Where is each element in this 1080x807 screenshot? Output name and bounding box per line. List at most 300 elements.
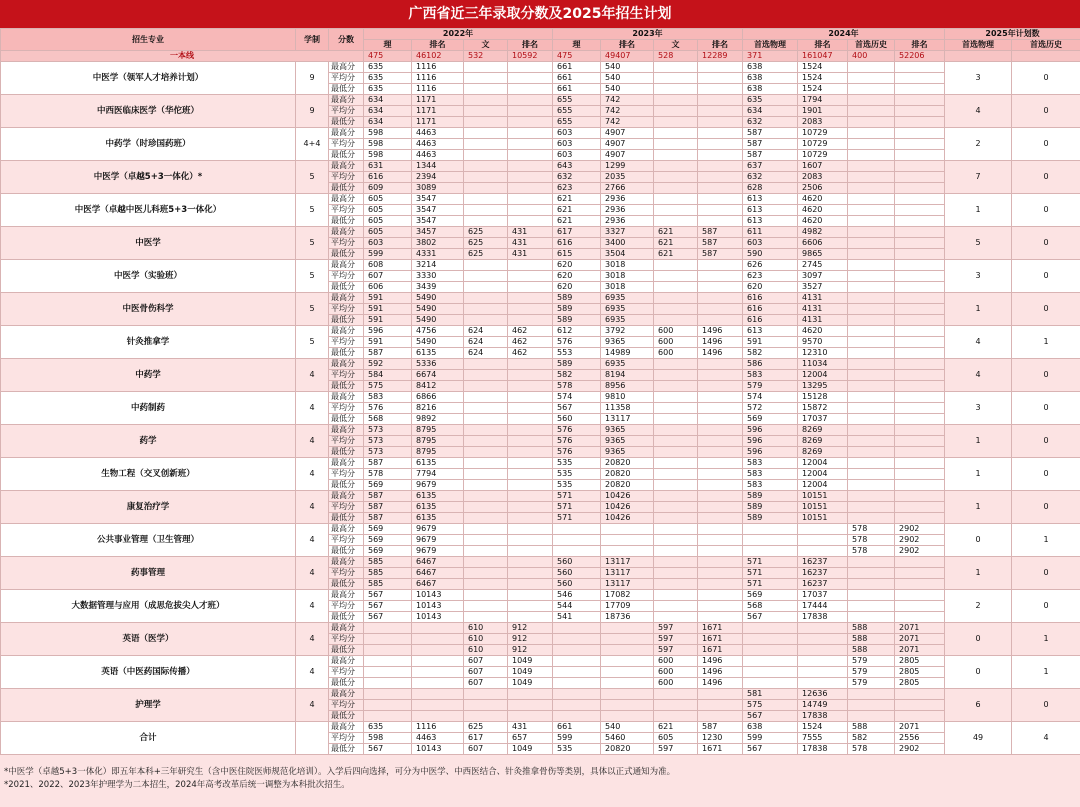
major-name: 中医学（领军人才培养计划）: [1, 62, 296, 95]
score-cell: 560: [553, 414, 601, 425]
score-cell: 1496: [698, 656, 743, 667]
score-cell: 571: [743, 568, 798, 579]
score-cell: [601, 623, 654, 634]
score-cell: [698, 282, 743, 293]
plan-phys-cell: 0: [945, 656, 1012, 689]
score-cell: 603: [553, 139, 601, 150]
score-type: 最高分: [329, 491, 364, 502]
score-cell: 582: [553, 370, 601, 381]
score-cell: [553, 667, 601, 678]
score-cell: 576: [553, 337, 601, 348]
score-cell: [895, 447, 945, 458]
score-cell: 589: [553, 304, 601, 315]
score-cell: 6606: [798, 238, 848, 249]
score-cell: [464, 491, 508, 502]
baseline-cell: 475: [364, 51, 412, 62]
score-cell: 4907: [601, 150, 654, 161]
score-type: 平均分: [329, 700, 364, 711]
score-cell: [412, 623, 464, 634]
score-cell: 599: [364, 249, 412, 260]
score-cell: [508, 150, 553, 161]
score-type: 最低分: [329, 645, 364, 656]
score-cell: 742: [601, 117, 654, 128]
score-cell: [848, 436, 895, 447]
score-cell: 7555: [798, 733, 848, 744]
footnote: *中医学（卓越5+3一体化）即五年本科+三年研究生（含中医住院医师规范化培训）。入学后四向选择，可分为中医学、中西医结合、针灸推拿骨伤等类别，具体以正式通知为准。: [4, 767, 676, 777]
score-cell: 578: [848, 744, 895, 755]
score-cell: [553, 623, 601, 634]
score-cell: 15128: [798, 392, 848, 403]
score-cell: 576: [364, 403, 412, 414]
score-cell: 10151: [798, 502, 848, 513]
score-cell: 8194: [601, 370, 654, 381]
score-cell: 596: [743, 447, 798, 458]
major-name: 大数据管理与应用（成思危拔尖人才班）: [1, 590, 296, 623]
score-cell: 544: [553, 601, 601, 612]
score-type: 平均分: [329, 73, 364, 84]
score-cell: [601, 535, 654, 546]
score-cell: [601, 546, 654, 557]
score-cell: [848, 139, 895, 150]
score-cell: [895, 414, 945, 425]
score-cell: 621: [654, 238, 698, 249]
plan-hist-cell: 0: [1012, 425, 1080, 458]
plan-phys-cell: 4: [945, 359, 1012, 392]
score-cell: [508, 381, 553, 392]
table-row: [1, 524, 1080, 535]
score-cell: 573: [364, 436, 412, 447]
score-cell: 8216: [412, 403, 464, 414]
score-cell: 3330: [412, 271, 464, 282]
score-cell: 912: [508, 623, 553, 634]
score-cell: 616: [553, 238, 601, 249]
score-cell: [654, 84, 698, 95]
score-cell: 600: [654, 326, 698, 337]
score-cell: 611: [743, 227, 798, 238]
score-cell: 634: [364, 106, 412, 117]
score-cell: [654, 293, 698, 304]
score-type: 平均分: [329, 535, 364, 546]
score-cell: [848, 282, 895, 293]
score-cell: [848, 249, 895, 260]
score-type: 最高分: [329, 128, 364, 139]
score-cell: [698, 150, 743, 161]
score-cell: [848, 106, 895, 117]
score-cell: 599: [553, 733, 601, 744]
score-cell: 1496: [698, 678, 743, 689]
score-cell: 4907: [601, 128, 654, 139]
score-cell: 587: [698, 227, 743, 238]
score-cell: [464, 172, 508, 183]
score-cell: 569: [364, 535, 412, 546]
score-cell: [654, 535, 698, 546]
score-cell: 583: [743, 458, 798, 469]
score-cell: 6935: [601, 315, 654, 326]
score-cell: 3504: [601, 249, 654, 260]
score-cell: [464, 513, 508, 524]
score-cell: [464, 381, 508, 392]
score-cell: [464, 612, 508, 623]
score-cell: [464, 436, 508, 447]
score-cell: [895, 238, 945, 249]
score-cell: [654, 612, 698, 623]
score-cell: 3018: [601, 260, 654, 271]
score-cell: 632: [743, 172, 798, 183]
score-cell: 2083: [798, 172, 848, 183]
score-type: 最高分: [329, 194, 364, 205]
score-cell: 613: [743, 216, 798, 227]
score-cell: 591: [364, 304, 412, 315]
score-cell: [508, 315, 553, 326]
score-cell: [508, 458, 553, 469]
score-cell: 3327: [601, 227, 654, 238]
table-row: [1, 194, 1080, 205]
score-cell: [895, 73, 945, 84]
score-cell: [848, 568, 895, 579]
score-cell: [654, 700, 698, 711]
score-cell: [698, 73, 743, 84]
score-cell: [848, 579, 895, 590]
score-cell: 2083: [798, 117, 848, 128]
score-type: 最高分: [329, 656, 364, 667]
xuezhi-cell: 4: [296, 524, 329, 557]
score-cell: [508, 260, 553, 271]
score-cell: 431: [508, 227, 553, 238]
score-cell: [848, 612, 895, 623]
score-cell: [654, 436, 698, 447]
score-cell: 596: [743, 436, 798, 447]
score-cell: [698, 524, 743, 535]
score-cell: [464, 161, 508, 172]
score-cell: [895, 172, 945, 183]
score-cell: 541: [553, 612, 601, 623]
score-cell: [508, 161, 553, 172]
score-type: 平均分: [329, 139, 364, 150]
score-cell: [464, 73, 508, 84]
score-cell: 560: [553, 557, 601, 568]
score-cell: [743, 656, 798, 667]
score-cell: [848, 304, 895, 315]
score-type: 最低分: [329, 117, 364, 128]
score-cell: 603: [364, 238, 412, 249]
score-cell: 578: [553, 381, 601, 392]
score-cell: 635: [364, 73, 412, 84]
score-cell: [654, 216, 698, 227]
score-cell: [698, 271, 743, 282]
baseline-cell: 400: [848, 51, 895, 62]
score-cell: 9365: [601, 425, 654, 436]
plan-hist-cell: 0: [1012, 194, 1080, 227]
score-type: 最高分: [329, 623, 364, 634]
score-cell: 1524: [798, 722, 848, 733]
score-type: 平均分: [329, 733, 364, 744]
score-cell: [895, 315, 945, 326]
score-cell: [848, 216, 895, 227]
score-cell: [654, 315, 698, 326]
score-cell: [698, 612, 743, 623]
score-cell: 1496: [698, 348, 743, 359]
score-cell: 571: [743, 557, 798, 568]
score-cell: 589: [743, 502, 798, 513]
score-cell: [848, 315, 895, 326]
score-cell: [553, 711, 601, 722]
header-sub: 排名: [412, 40, 464, 51]
score-cell: [464, 590, 508, 601]
score-cell: 617: [553, 227, 601, 238]
score-cell: [508, 700, 553, 711]
score-cell: [464, 414, 508, 425]
score-cell: [508, 601, 553, 612]
score-cell: 12310: [798, 348, 848, 359]
score-cell: 1171: [412, 117, 464, 128]
score-cell: 2745: [798, 260, 848, 271]
score-cell: [698, 491, 743, 502]
xuezhi-cell: 5: [296, 326, 329, 359]
plan-phys-cell: 1: [945, 557, 1012, 590]
baseline-row: [1, 51, 1080, 62]
score-cell: [698, 194, 743, 205]
score-cell: 10143: [412, 612, 464, 623]
xuezhi-cell: 4: [296, 425, 329, 458]
baseline-cell: [945, 51, 1012, 62]
score-cell: 3089: [412, 183, 464, 194]
score-cell: 9365: [601, 447, 654, 458]
score-cell: [798, 634, 848, 645]
score-cell: 3802: [412, 238, 464, 249]
score-cell: 591: [364, 293, 412, 304]
score-cell: 8956: [601, 381, 654, 392]
score-cell: 600: [654, 337, 698, 348]
score-type: 最低分: [329, 744, 364, 755]
score-cell: 4463: [412, 150, 464, 161]
score-cell: [848, 293, 895, 304]
score-cell: [654, 458, 698, 469]
score-cell: [553, 645, 601, 656]
score-cell: [698, 436, 743, 447]
score-cell: 621: [553, 216, 601, 227]
score-cell: [508, 370, 553, 381]
score-type: 平均分: [329, 469, 364, 480]
score-cell: [798, 656, 848, 667]
score-cell: 573: [364, 447, 412, 458]
score-cell: [895, 425, 945, 436]
score-cell: 1049: [508, 667, 553, 678]
score-cell: [464, 568, 508, 579]
score-cell: [698, 458, 743, 469]
score-cell: 3214: [412, 260, 464, 271]
score-type: 最高分: [329, 557, 364, 568]
score-cell: [698, 381, 743, 392]
score-cell: [654, 513, 698, 524]
score-cell: 9365: [601, 337, 654, 348]
score-cell: 578: [848, 535, 895, 546]
baseline-cell: 475: [553, 51, 601, 62]
plan-hist-cell: 0: [1012, 458, 1080, 491]
table-row: [1, 62, 1080, 73]
score-cell: 3547: [412, 194, 464, 205]
score-cell: [508, 205, 553, 216]
score-cell: 579: [848, 656, 895, 667]
score-cell: 2936: [601, 216, 654, 227]
score-cell: [848, 458, 895, 469]
score-cell: [654, 282, 698, 293]
score-cell: 540: [601, 73, 654, 84]
score-cell: [848, 502, 895, 513]
score-cell: [895, 469, 945, 480]
score-cell: [412, 689, 464, 700]
score-cell: [743, 667, 798, 678]
plan-phys-cell: 2: [945, 590, 1012, 623]
score-cell: [553, 524, 601, 535]
score-cell: 603: [553, 150, 601, 161]
score-cell: 12004: [798, 370, 848, 381]
score-cell: [464, 117, 508, 128]
score-cell: 607: [464, 744, 508, 755]
score-cell: 620: [743, 282, 798, 293]
score-cell: [364, 623, 412, 634]
score-cell: [654, 711, 698, 722]
score-cell: [895, 326, 945, 337]
score-cell: [895, 480, 945, 491]
plan-phys-cell: 2: [945, 128, 1012, 161]
score-cell: [412, 667, 464, 678]
score-cell: 596: [364, 326, 412, 337]
score-cell: 6866: [412, 392, 464, 403]
score-cell: 10151: [798, 491, 848, 502]
table-row: [1, 557, 1080, 568]
score-cell: 632: [553, 172, 601, 183]
score-cell: 14989: [601, 348, 654, 359]
score-cell: 569: [364, 546, 412, 557]
footnote: *2021、2022、2023年护理学为二本招生，2024年高考改革后统一调整为本科批次招生。: [4, 780, 350, 790]
score-cell: 600: [654, 656, 698, 667]
score-cell: [895, 557, 945, 568]
score-cell: [464, 711, 508, 722]
score-cell: [743, 678, 798, 689]
score-type: 最低分: [329, 348, 364, 359]
score-cell: [698, 579, 743, 590]
score-cell: [698, 502, 743, 513]
score-cell: [895, 601, 945, 612]
score-cell: [698, 106, 743, 117]
score-cell: 17037: [798, 590, 848, 601]
plan-phys-cell: 0: [945, 623, 1012, 656]
score-type: 平均分: [329, 106, 364, 117]
score-cell: [464, 293, 508, 304]
score-cell: 612: [553, 326, 601, 337]
score-cell: 2902: [895, 744, 945, 755]
score-cell: [364, 656, 412, 667]
major-name: 中医骨伤科学: [1, 293, 296, 326]
plan-phys-cell: 3: [945, 260, 1012, 293]
score-cell: 592: [364, 359, 412, 370]
score-cell: [848, 227, 895, 238]
score-cell: 6935: [601, 293, 654, 304]
score-cell: 4620: [798, 216, 848, 227]
score-cell: 8795: [412, 447, 464, 458]
table-row: [1, 326, 1080, 337]
score-cell: 9810: [601, 392, 654, 403]
score-cell: [698, 117, 743, 128]
score-cell: 6935: [601, 304, 654, 315]
plan-hist-cell: 4: [1012, 722, 1080, 755]
score-cell: [464, 84, 508, 95]
table-row: [1, 227, 1080, 238]
score-cell: 588: [848, 623, 895, 634]
score-cell: [464, 205, 508, 216]
score-cell: 579: [743, 381, 798, 392]
score-cell: 598: [364, 733, 412, 744]
score-cell: [698, 128, 743, 139]
score-cell: 576: [553, 425, 601, 436]
score-type: 平均分: [329, 601, 364, 612]
table-row: [1, 260, 1080, 271]
score-cell: 574: [743, 392, 798, 403]
score-cell: 624: [464, 348, 508, 359]
score-type: 最高分: [329, 359, 364, 370]
score-cell: [508, 557, 553, 568]
score-cell: 8269: [798, 425, 848, 436]
score-cell: 10729: [798, 150, 848, 161]
score-cell: [508, 62, 553, 73]
score-cell: 10729: [798, 139, 848, 150]
score-cell: 591: [743, 337, 798, 348]
score-cell: [601, 656, 654, 667]
score-cell: [464, 359, 508, 370]
score-cell: 16237: [798, 557, 848, 568]
plan-hist-cell: 0: [1012, 359, 1080, 392]
score-cell: [364, 711, 412, 722]
score-cell: 625: [464, 722, 508, 733]
score-cell: [895, 689, 945, 700]
score-cell: 2902: [895, 524, 945, 535]
score-cell: 5460: [601, 733, 654, 744]
score-cell: [508, 403, 553, 414]
score-cell: 11034: [798, 359, 848, 370]
score-cell: 540: [601, 62, 654, 73]
score-cell: [464, 425, 508, 436]
score-cell: [698, 535, 743, 546]
score-cell: 610: [464, 645, 508, 656]
score-cell: 638: [743, 62, 798, 73]
header-year-2023: 2023年: [553, 29, 743, 40]
table-row: [1, 392, 1080, 403]
baseline-cell: 532: [464, 51, 508, 62]
score-cell: 605: [364, 227, 412, 238]
score-cell: 4620: [798, 205, 848, 216]
baseline-label: 一本线: [1, 51, 364, 62]
score-cell: 10426: [601, 502, 654, 513]
score-cell: 598: [364, 128, 412, 139]
score-cell: 613: [743, 205, 798, 216]
score-cell: [848, 480, 895, 491]
score-cell: [698, 161, 743, 172]
score-type: 最低分: [329, 513, 364, 524]
plan-hist-cell: 0: [1012, 95, 1080, 128]
score-cell: 3457: [412, 227, 464, 238]
plan-phys-cell: 49: [945, 722, 1012, 755]
score-cell: 18736: [601, 612, 654, 623]
score-cell: 3097: [798, 271, 848, 282]
score-cell: 596: [743, 425, 798, 436]
score-cell: 585: [364, 579, 412, 590]
score-cell: 588: [848, 634, 895, 645]
score-cell: 2936: [601, 194, 654, 205]
score-cell: 3527: [798, 282, 848, 293]
score-cell: [895, 590, 945, 601]
score-cell: 1049: [508, 678, 553, 689]
score-cell: 576: [553, 436, 601, 447]
